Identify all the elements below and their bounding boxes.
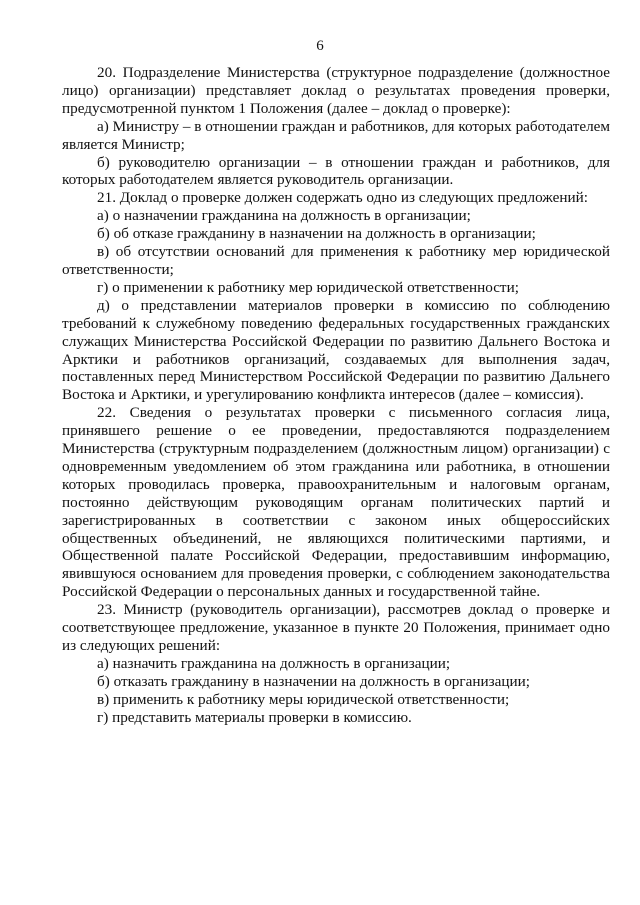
document-body xyxy=(62,64,610,727)
paragraph-21-g: г) о применении к работнику мер юридической ответственности; xyxy=(97,278,519,296)
paragraph-20-a: а) Министру – в отношении граждан и работников, для которых работодателем является Министр; xyxy=(62,117,610,153)
paragraph-21-b: б) об отказе гражданину в назначении на должность в организации; xyxy=(97,225,536,243)
paragraph-23-g: г) представить материалы проверки в комиссию. xyxy=(97,708,412,726)
paragraph-23-a: а) назначить гражданина на должность в организации; xyxy=(97,654,451,672)
paragraph-23-b: б) отказать гражданину в назначении на должность в организации; xyxy=(97,672,530,690)
paragraph-20: 20. Подразделение Министерства (структурное подразделение (должностное лицо) организации) представляет доклад о результатах проведения проверки, предусмотренной пунктом 1 Положения (далее – доклад о проверке): xyxy=(62,64,610,117)
paragraph-23-v: в) применить к работнику меры юридической ответственности; xyxy=(97,690,510,708)
page-number: 6 xyxy=(316,38,324,54)
paragraph-21: 21. Доклад о проверке должен содержать одно из следующих предложений: xyxy=(97,189,588,207)
paragraph-20-b: б) руководителю организации – в отношении граждан и работников, для которых работодателем является руководитель организации. xyxy=(62,153,610,189)
paragraph-21-d: д) о представлении материалов проверки в комиссию по соблюдению требований к служебному поведению федеральных государственных гражданских служащих Министерства Российской Федерации по развитию Дальнего Востока и Арктики и работников организаций, создаваемых для выполнения задач, поставленных перед Министерством Российской Федерации по развитию Дальнего Востока и Арктики, и урегулированию конфликта интересов (далее – комиссия). xyxy=(62,296,610,404)
paragraph-23: 23. Министр (руководитель организации), рассмотрев доклад о проверке и соответствующее предложение, указанное в пункте 20 Положения, принимает одно из следующих решений: xyxy=(62,601,610,654)
paragraph-22: 22. Сведения о результатах проверки с письменного согласия лица, принявшего решение о ее проведении, предоставляются подразделением Министерства (структурным подразделением (должностным лицом) организации) с одновременным уведомлением об этом гражданина или работника, в отношении которых проводилась проверка, правоохранительным и налоговым органам, постоянно действующим руководящим органам политических партий и зарегистрированных в соответствии с законом иных общероссийских общественных объединений, не являющихся политическими партиями, и Общественной палате Российской Федерации, предоставившим информацию, явившуюся основанием для проведения проверки, с соблюдением законодательства Российской Федерации о персональных данных и государственной тайне. xyxy=(62,404,610,601)
paragraph-21-v: в) об отсутствии оснований для применения к работнику мер юридической ответственности; xyxy=(62,243,610,278)
paragraph-21-a: а) о назначении гражданина на должность в организации; xyxy=(97,207,471,225)
